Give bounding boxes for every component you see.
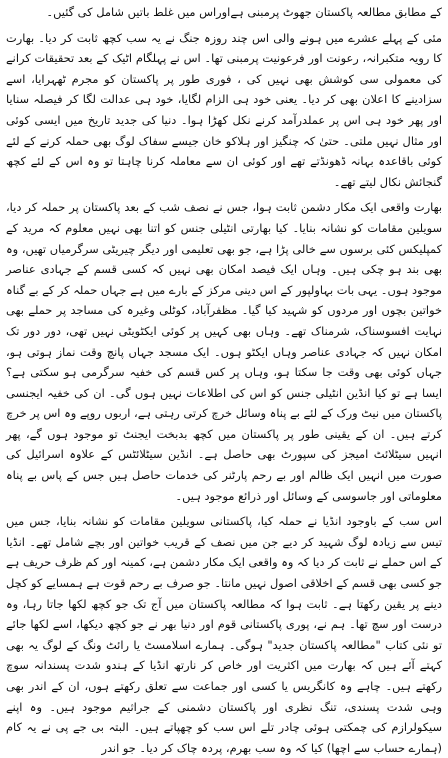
paragraph-war: مئی کے پہلے عشرے میں ہونے والی اس چند روزہ جنگ نے یہ سب کچھ ثابت کر دیا۔ بھارت کا رویہ متکبرانہ، رعونت اور فرعونیت پرمبنی تھا۔ اس نے پہلگام اٹیک کے بعد تحقیقات کرانے کی معمولی سی کوشش بھی نہیں کی ، فوری طور پر پاکستان کو مجرم ٹھہرایا، اسے سزادینے کا اعلان بھی کر دیا۔ یعنی خود ہی الزام لگایا، خود ہی عدالت لگا کر فیصلہ سنایا اور پھر خود ہی اس پر عملدرآمد کرنے نکل کھڑا ہوا۔ دنیا کی جدید تاریخ میں ایسی کوئی اور مثال نہیں ملتی۔ حتیٰ کہ چنگیز اور ہلاکو خان جیسے سفاک لوگ بھی حملہ کرنے کے لئے کوئی باقاعدہ بہانہ ڈھونڈتے تھے اور کوئی ان سے معاملہ کرنا چاہتا تو وہ اس کے لئے کچھ گنجائش نکال لیتے تھے۔: [6, 30, 442, 189]
paragraph-enemy: بھارت واقعی ایک مکار دشمن ثابت ہوا، جس نے نصف شب کے بعد پاکستان پر حملہ کر دیا، سویلین مقامات کو نشانہ بنایا۔ کیا بھارتی انٹیلی جنس کو اتنا بھی نہیں معلوم کہ مرید کے کمپلیکس کئی برسوں سے خالی پڑا ہے، جو بھی تعلیمی اور دیگر چیریٹی سرگرمیاں تھیں، وہ بھی بند ہو چکی ہیں۔ وہاں ایک فیصد امکان بھی نہیں کہ کسی قسم کے جہادی عناصر موجود ہوں۔ یہی بات بہاولپور کے اس دینی مرکز کے بارے میں ہے جہاں حملہ کر کے بے گناہ خواتین بچوں اور مردوں کو شہید کیا گیا۔ مظفرآباد، کوٹلی وغیرہ کی مساجد پر حملے بھی نہایت افسوسناک، شرمناک تھے۔ وہاں بھی کہیں پر کوئی ایکٹویٹی نہیں تھی، دور دور تک امکان نہیں کہ جہادی عناصر وہاں ایکٹو ہوں۔ ایک مسجد جہاں پانچ وقت نماز ہوتی ہو، جہاں کوئی بھی وقت جا سکتا ہو، وہاں پر کس قسم کی خفیہ سرگرمی ہو سکتی ہے؟ ایسا ہے تو کیا انڈین انٹیلی جنس کو اس کی اطلاعات نہیں ہوں گی۔ ان کی خفیہ ایجنسی پاکستان میں نیٹ ورک کے لئے بے پناہ وسائل خرچ کرتی رہتی ہے، اربوں روپے وہ اس پر خرچ کرتے ہیں۔ ان کے یقینی طور پر پاکستان میں کچھ بدبخت ایجنٹ تو موجود ہوں گے، پھر انہیں سیٹلائٹ امیجز کی سپورٹ بھی حاصل ہے۔ انڈین سیٹلائٹس کے علاوہ اسرائیل کی صورت میں انہیں ایک ظالم اور بے رحم پارٹنر کی خدمات حاصل ہیں جس کے پاس بے پناہ معلوماتی اور جاسوسی کے وسائل اور ذرائع موجود ہیں۔: [6, 200, 442, 503]
paragraph-intro: کے مطابق مطالعہ پاکستان جھوٹ پرمبنی ہےاوراس میں غلط باتیں شامل کی گئیں۔: [46, 5, 442, 19]
paragraph-attack: اس سب کے باوجود انڈیا نے حملہ کیا، پاکستانی سویلین مقامات کو نشانہ بنایا، جس میں تیس سے زیادہ لوگ شہید کر دیے جن میں نصف کے قریب خواتین اور بچے شامل تھے۔ انڈیا کے اس حملے نے ثابت کر دیا کہ وہ واقعی ایک مکار دشمن ہے، کمینہ اور کم ظرف حریف ہے جو کسی بھی قسم کے اخلاقی اصول نہیں مانتا۔ جو صرف بے رحم قوت ہے ہمسایے کو کچل دینے پر یقین رکھتا ہے۔ ثابت ہوا کہ مطالعہ پاکستان میں آج تک جو کچھ لکھا جاتا رہا، وہ درست اور سچ تھا۔ ہم نے، پوری پاکستانی قوم اور دنیا بھر نے جو کچھ دیکھا، اسے لکھا جائے تو نئی کتاب "مطالعہ پاکستان جدید" ہوگی۔ ہمارے اسلامسٹ یا رائٹ ونگ کے لوگ یہ بھی کہتے آئے ہیں کہ بھارت میں اکثریت اور خاص کر نارتھ انڈیا کے ہندو شدت پسندانہ سوچ رکھتے ہیں۔ چاہے وہ کانگریس یا کسی اور جماعت سے تعلق رکھتے ہوں، ان کے اندر بھی وہی شدت پسندی، تنگ نظری اور پاکستان دشمنی کے جراثیم موجود ہیں۔ وہ اپنے سیکولرازم کی چمکتی ہوئی چادر تلے اس سب کو چھپاتے ہیں۔ البتہ بی جے پی نے یہ کام (ہمارے حساب سے اچھا) کیا کہ وہ سب بھرم، پردہ چاک کر دیا۔ جو اندر: [6, 514, 442, 755]
